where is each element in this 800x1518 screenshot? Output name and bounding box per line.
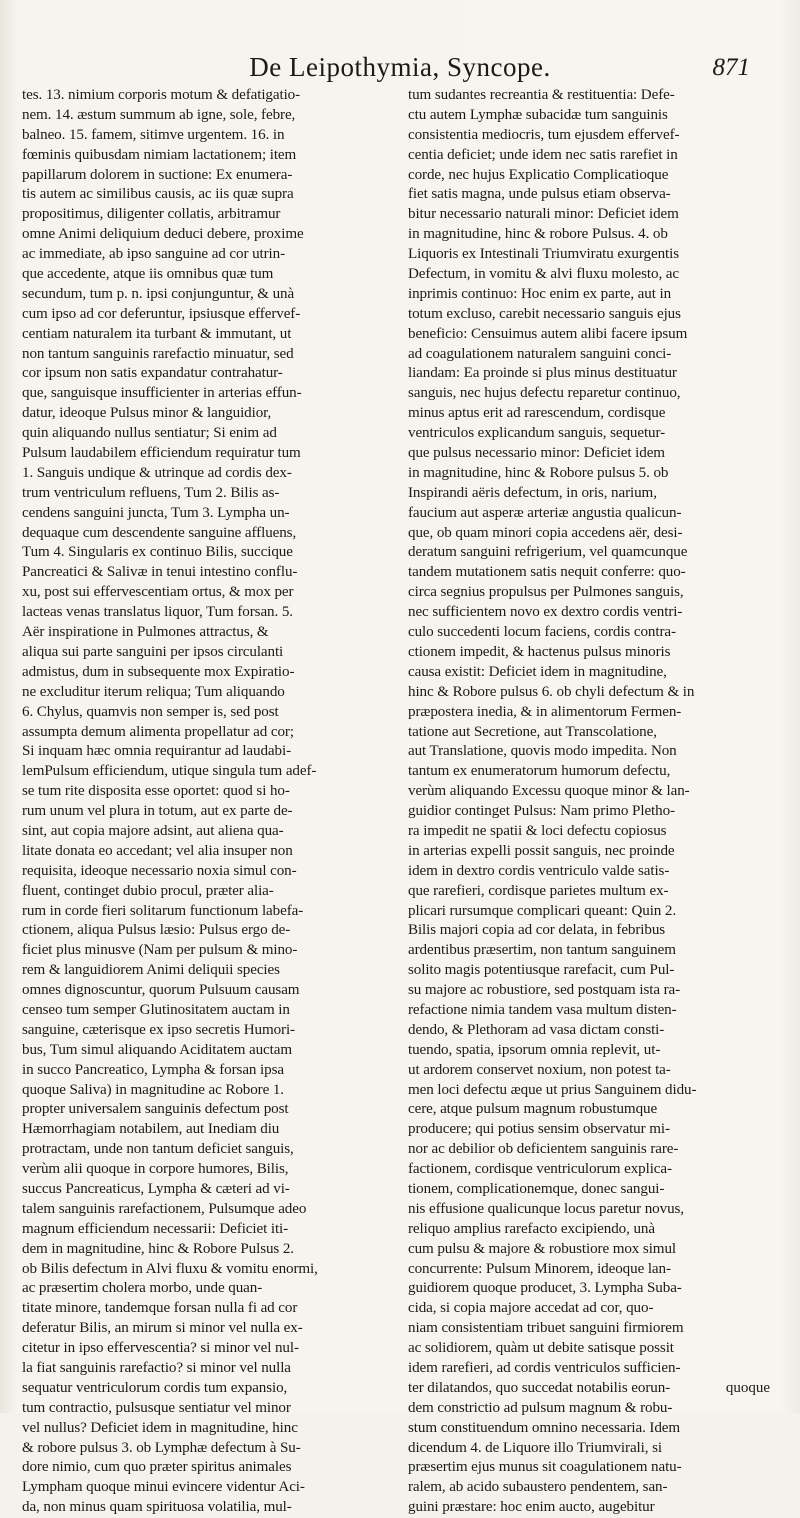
text-line: talem sanguinis rarefactionem, Pulsumque adeo bbox=[22, 1200, 307, 1217]
text-line: in succo Pancreatico, Lympha & forsan ipsa bbox=[22, 1061, 284, 1078]
text-line: solito magis potentiusque rarefacit, cum Pul- bbox=[408, 962, 675, 979]
text-line: causa existit: Deficiet idem in magnitudine, bbox=[408, 663, 667, 680]
page-number: 871 bbox=[712, 54, 750, 81]
text-line: in magnitudine, hinc & Robore pulsus 5. ob bbox=[408, 464, 669, 481]
text-line: que rarefieri, cordisque parietes multum ex- bbox=[408, 882, 669, 899]
text-line: datur, ideoque Pulsus minor & languidior, bbox=[22, 405, 272, 422]
text-line: cum pulsu & majore & robustiore mox simul bbox=[408, 1240, 676, 1257]
text-line: reliquo amplius rarefacto excipiendo, unà bbox=[408, 1220, 655, 1237]
text-line: non tantum sanguinis rarefactio minuatur, sed bbox=[22, 345, 294, 362]
text-line: 6. Chylus, quamvis non semper is, sed post bbox=[22, 703, 279, 720]
text-line: tum sudantes recreantia & restituentia: Defe- bbox=[408, 87, 675, 103]
text-line: centia deficiet; unde idem nec satis rarefiet in bbox=[408, 146, 678, 163]
text-line: corde, nec hujus Explicatio Complicatioque bbox=[408, 166, 669, 183]
text-line: litate donata eo accedant; vel alia insuper non bbox=[22, 842, 293, 859]
text-line: dore nimio, cum quo præter spiritus animales bbox=[22, 1459, 292, 1476]
text-line: deratum sanguini refrigerium, vel quamcunque bbox=[408, 544, 688, 561]
text-line: tandem mutationem satis nequit conferre: quo- bbox=[408, 564, 686, 581]
text-line: idem in dextro cordis ventriculo valde satis- bbox=[408, 862, 670, 879]
text-line: ralem, ab acido subaustero pendentem, san- bbox=[408, 1479, 668, 1496]
text-line: omnes dignoscuntur, quorum Pulsuum causam bbox=[22, 982, 300, 999]
running-title: De Leipothymia, Syncope. bbox=[249, 52, 551, 82]
text-line: bus, Tum simul aliquando Aciditatem auctam bbox=[22, 1041, 292, 1058]
text-line: beneficio: Censuimus autem alibi facere ipsum bbox=[408, 325, 688, 342]
text-line: liandam: Ea proinde si plus minus destituatur bbox=[408, 365, 677, 382]
text-line: lacteas venas translatus liquor, Tum forsan. 5. bbox=[22, 604, 293, 621]
text-line: niam consistentiam tribuet sanguini firmiorem bbox=[408, 1320, 684, 1337]
text-line: que, ob quam minori copia accedens aër, desi- bbox=[408, 524, 683, 541]
right-column bbox=[408, 86, 780, 1516]
text-line: minus aptus erit ad rarescendum, cordisque bbox=[408, 405, 666, 422]
text-line: su majore ac robustiore, sed postquam ista ra- bbox=[408, 982, 681, 999]
text-line: Bilis majori copia ad cor delata, in febribus bbox=[408, 922, 666, 939]
text-line: Aër inspiratione in Pulmones attractus, & bbox=[22, 624, 269, 641]
text-line: bitur necessario naturali minor: Deficiet idem bbox=[408, 206, 679, 223]
text-line: sequatur ventriculorum cordis tum expansio, bbox=[22, 1379, 288, 1396]
text-line: verùm aliquando Excessu quoque minor & lan- bbox=[408, 783, 690, 800]
text-line: balneo. 15. famem, sitimve urgentem. 16. in bbox=[22, 126, 285, 143]
text-line: tionem, complicationemque, donec sangui- bbox=[408, 1180, 665, 1197]
text-line: concurrente: Pulsum Minorem, ideoque lan- bbox=[408, 1260, 671, 1277]
text-line: tes. 13. nimium corporis motum & defatigatio- bbox=[22, 87, 301, 103]
text-line: ut ardorem conservet noxium, non potest ta- bbox=[408, 1061, 671, 1078]
text-line: nor ac debilior ob deficientem sanguinis rare- bbox=[408, 1141, 679, 1158]
text-line: Pancreatici & Salivæ in tenui intestino conflu- bbox=[22, 564, 298, 581]
text-line: guidiorem quoque producet, 3. Lympha Suba- bbox=[408, 1280, 682, 1297]
text-line: cida, si copia majore accedat ad cor, quo- bbox=[408, 1300, 654, 1317]
text-line: consistentia mediocris, tum ejusdem effervef- bbox=[408, 126, 680, 143]
text-line: cum ipso ad cor deferuntur, ipsiusque effervef- bbox=[22, 305, 301, 322]
text-line: fluent, continget dubio procul, præter alia- bbox=[22, 882, 274, 899]
text-line: idem rarefieri, ad cordis ventriculos sufficien- bbox=[408, 1360, 681, 1376]
text-line: ac immediate, ab ipso sanguine ad cor utrin- bbox=[22, 246, 286, 263]
text-line: rem & languidiorem Animi deliquii species bbox=[22, 962, 280, 979]
text-line: ventriculos explicandum sanguis, sequetur- bbox=[408, 425, 666, 442]
text-line: da, non minus quam spirituosa volatilia, mul- bbox=[22, 1499, 292, 1516]
text-line: la fiat sanguinis rarefactio? si minor vel nulla bbox=[22, 1360, 291, 1376]
text-line: refactione nimia tandem vasa multum disten- bbox=[408, 1001, 677, 1018]
text-line: quoque Saliva) in magnitudine ac Robore 1. bbox=[22, 1081, 284, 1098]
text-line: nec sufficientem novo ex dextro cordis ventri- bbox=[408, 604, 683, 621]
text-line: 1. Sanguis undique & utrinque ad cordis dex- bbox=[22, 464, 292, 481]
text-line: se tum rite dispositа esse oportet: quod si ho- bbox=[22, 783, 290, 800]
text-line: censeo tum semper Glutinositatem auctam in bbox=[22, 1001, 290, 1018]
text-line: fœminis quibusdam nimiam lactationem; item bbox=[22, 146, 297, 163]
text-line: rum in corde fieri solitarum functionum labefa- bbox=[22, 902, 304, 919]
text-line: plicari rursumque complicari queant: Quin 2. bbox=[408, 902, 677, 919]
text-line: producere; qui potius sensim observatur mi- bbox=[408, 1121, 670, 1138]
text-line: men loci defectu æque ut prius Sanguinem didu- bbox=[408, 1081, 697, 1098]
text-line: ra impedit ne spatii & loci defectu copiosus bbox=[408, 822, 667, 839]
text-line: papillarum dolorem in suctione: Ex enumera- bbox=[22, 166, 293, 183]
text-line: citetur in ipso effervescentia? si minor vel nul- bbox=[22, 1340, 299, 1357]
text-line: Si inquam hæc omnia requirantur ad laudabi- bbox=[22, 743, 291, 760]
text-line: Hæmorrhagiam notabilem, aut Inediam diu bbox=[22, 1121, 280, 1138]
text-line: ne excluditur iterum reliqua; Tum aliquando bbox=[22, 683, 285, 700]
text-line: & robore pulsus 3. ob Lymphæ defectum à Su- bbox=[22, 1439, 301, 1456]
text-line: Inspirandi aëris defectum, in oris, narium, bbox=[408, 484, 657, 501]
text-line: hinc & Robore pulsus 6. ob chyli defectum & in bbox=[408, 683, 695, 700]
text-line: nis effusione qualicunque locus paretur novus, bbox=[408, 1200, 684, 1217]
text-line: Liquoris ex Intestinali Triumviratu exurgentis bbox=[408, 246, 679, 263]
text-line: cor ipsum non satis expandatur contrahatur- bbox=[22, 365, 283, 382]
text-line: Lympham quoque minui evincere videntur Aci- bbox=[22, 1479, 305, 1496]
text-line: tantum ex enumeratorum humorum defectu, bbox=[408, 763, 671, 780]
text-line: dem in magnitudine, hinc & Robore Pulsus 2. bbox=[22, 1240, 294, 1257]
text-line: vel nullus? Deficiet idem in magnitudine, hinc bbox=[22, 1419, 298, 1436]
text-line: dem constrictio ad pulsum magnum & robu- bbox=[408, 1399, 673, 1416]
text-line: propositimus, diligenter collatis, arbitramur bbox=[22, 206, 281, 223]
text-line: lemPulsum efficiendum, utique singula tum adef- bbox=[22, 763, 317, 780]
text-line: ctionem impedit, & hactenus pulsus minoris bbox=[408, 643, 671, 660]
text-line: sanguine, cæterisque ex ipso secretis Humori- bbox=[22, 1021, 295, 1038]
text-line: verùm alii quoque in corpore humores, Bilis, bbox=[22, 1161, 289, 1178]
text-line: magnum efficiendum necessarii: Deficiet iti- bbox=[22, 1220, 289, 1237]
text-line: aliqua sui parte sanguini per ipsos circulanti bbox=[22, 643, 284, 660]
text-line: ac solidiorem, quàm ut debite satisque possit bbox=[408, 1340, 674, 1357]
text-line: præpostera inedia, & in alimentorum Fermen- bbox=[408, 703, 682, 720]
text-line: ctu autem Lymphæ subacidæ tum sanguinis bbox=[408, 106, 668, 123]
text-line: protractam, unde non tantum deficiet sanguis, bbox=[22, 1141, 294, 1158]
text-line: secundum, tum p. n. ipsi conjunguntur, & unà bbox=[22, 285, 295, 302]
text-line: cere, atque pulsum magnum robustumque bbox=[408, 1101, 658, 1118]
text-columns bbox=[22, 86, 780, 1516]
text-line: omne Animi deliquium deduci debere, proxime bbox=[22, 226, 304, 243]
text-line: tuendo, spatia, ipsorum omnia replevit, ut- bbox=[408, 1041, 661, 1058]
text-line: quin aliquando nullus sentiatur; Si enim ad bbox=[22, 425, 277, 442]
text-line: assumpta demum alimenta propellatur ad cor; bbox=[22, 723, 294, 740]
text-line: propter universalem sanguinis defectum post bbox=[22, 1101, 289, 1118]
text-line: ardentibus præsertim, non tantum sanguinem bbox=[408, 942, 676, 959]
text-line: Tum 4. Singularis ex continuo Bilis, succique bbox=[22, 544, 293, 561]
text-line: dendo, & Plethoram ad vasa dictam consti- bbox=[408, 1021, 665, 1038]
text-line: Pulsum laudabilem efficiendum requiratur tum bbox=[22, 445, 301, 462]
text-line: inprimis continuo: Hoc enim ex parte, aut in bbox=[408, 285, 672, 302]
text-line: succus Pancreaticus, Lympha & cæteri ad vi- bbox=[22, 1180, 290, 1197]
text-line: præsertim ejus munus sit coagulationem natu- bbox=[408, 1459, 682, 1476]
text-line: sint, aut copia majore adsint, aut aliena qua- bbox=[22, 822, 284, 839]
text-line: guini præstare: hoc enim aucto, augebitur bbox=[408, 1499, 655, 1516]
text-line: ficiet plus minusve (Nam per pulsum & mino- bbox=[22, 942, 298, 959]
text-line: in arterias expelli possit sanguis, nec proinde bbox=[408, 842, 675, 859]
text-line: que pulsus necessario minor: Deficiet idem bbox=[408, 445, 665, 462]
text-line: Defectum, in vomitu & alvi fluxu molesto, ac bbox=[408, 266, 680, 283]
text-line: deferatur Bilis, an mirum si minor vel nulla ex- bbox=[22, 1320, 303, 1337]
text-line: tatione aut Secretione, aut Transcolatione, bbox=[408, 723, 657, 740]
text-line: que, sanguisque insufficienter in arterias effun- bbox=[22, 385, 302, 402]
page-header bbox=[14, 52, 786, 86]
text-line: ctionem, aliqua Pulsus læsio: Pulsus ergo de- bbox=[22, 922, 291, 939]
text-line: tum contractio, pulsusque sentiatur vel minor bbox=[22, 1399, 291, 1416]
text-line: xu, post sui effervescentiam ortus, & mox per bbox=[22, 584, 294, 601]
text-line: stum constituendum omnino necessaria. Idem bbox=[408, 1419, 681, 1436]
text-line: admistus, dum in subsequente mox Expiratio- bbox=[22, 663, 295, 680]
text-line: faucium aut asperæ arteriæ angustia qualicun- bbox=[408, 504, 682, 521]
text-line: nem. 14. æstum summum ab igne, sole, febre, bbox=[22, 106, 296, 123]
text-line: centiam naturalem ita turbant & immutant, ut bbox=[22, 325, 292, 342]
text-line: dequaque cum descendente sanguine affluens, bbox=[22, 524, 297, 541]
text-line: rum unum vel plura in totum, aut ex parte de- bbox=[22, 803, 293, 820]
text-line: circa segnius propulsus per Pulmones sanguis, bbox=[408, 584, 684, 601]
text-line: aut Translatione, quovis modo impedita. Non bbox=[408, 743, 677, 760]
text-line: que accedente, atque iis omnibus quæ tum bbox=[22, 266, 274, 283]
text-line: ac præsertim cholera morbo, unde quan- bbox=[22, 1280, 263, 1297]
text-line: cendens sanguini juncta, Tum 3. Lympha un- bbox=[22, 504, 290, 521]
text-line: requisita, ideoque necessario noxia simul con- bbox=[22, 862, 297, 879]
text-line: totum excluso, carebit necessario sanguis ejus bbox=[408, 305, 681, 322]
text-line: dicendum 4. de Liquore illo Triumvirali, si bbox=[408, 1439, 662, 1456]
text-line: fiet satis magna, unde pulsus etiam observa- bbox=[408, 186, 671, 203]
text-line: culo succedenti locum faciens, cordis contra- bbox=[408, 624, 676, 641]
text-line: trum ventriculum refluens, Tum 2. Bilis as- bbox=[22, 484, 280, 501]
text-line: ter dilatandos, quo succedat notabilis eorun- bbox=[408, 1379, 671, 1396]
text-line: factionem, cordisque ventriculorum explica- bbox=[408, 1161, 672, 1178]
text-line: titate minore, tandemque forsan nulla fi ad cor bbox=[22, 1300, 298, 1317]
text-line: guidior continget Pulsus: Nam primo Pletho- bbox=[408, 803, 675, 820]
catchword: quoque bbox=[725, 1380, 770, 1396]
text-line: ad coagulationem naturalem sanguini conci- bbox=[408, 345, 672, 362]
text-line: sanguis, nec hujus defectu reparetur continuo, bbox=[408, 385, 681, 402]
text-line: ob Bilis defectum in Alvi fluxu & vomitu enormi, bbox=[22, 1260, 318, 1277]
left-column bbox=[22, 86, 394, 1516]
text-line: in magnitudine, hinc & robore Pulsus. 4. ob bbox=[408, 226, 668, 243]
text-line: tis autem ac similibus causis, ac iis quæ supra bbox=[22, 186, 294, 203]
